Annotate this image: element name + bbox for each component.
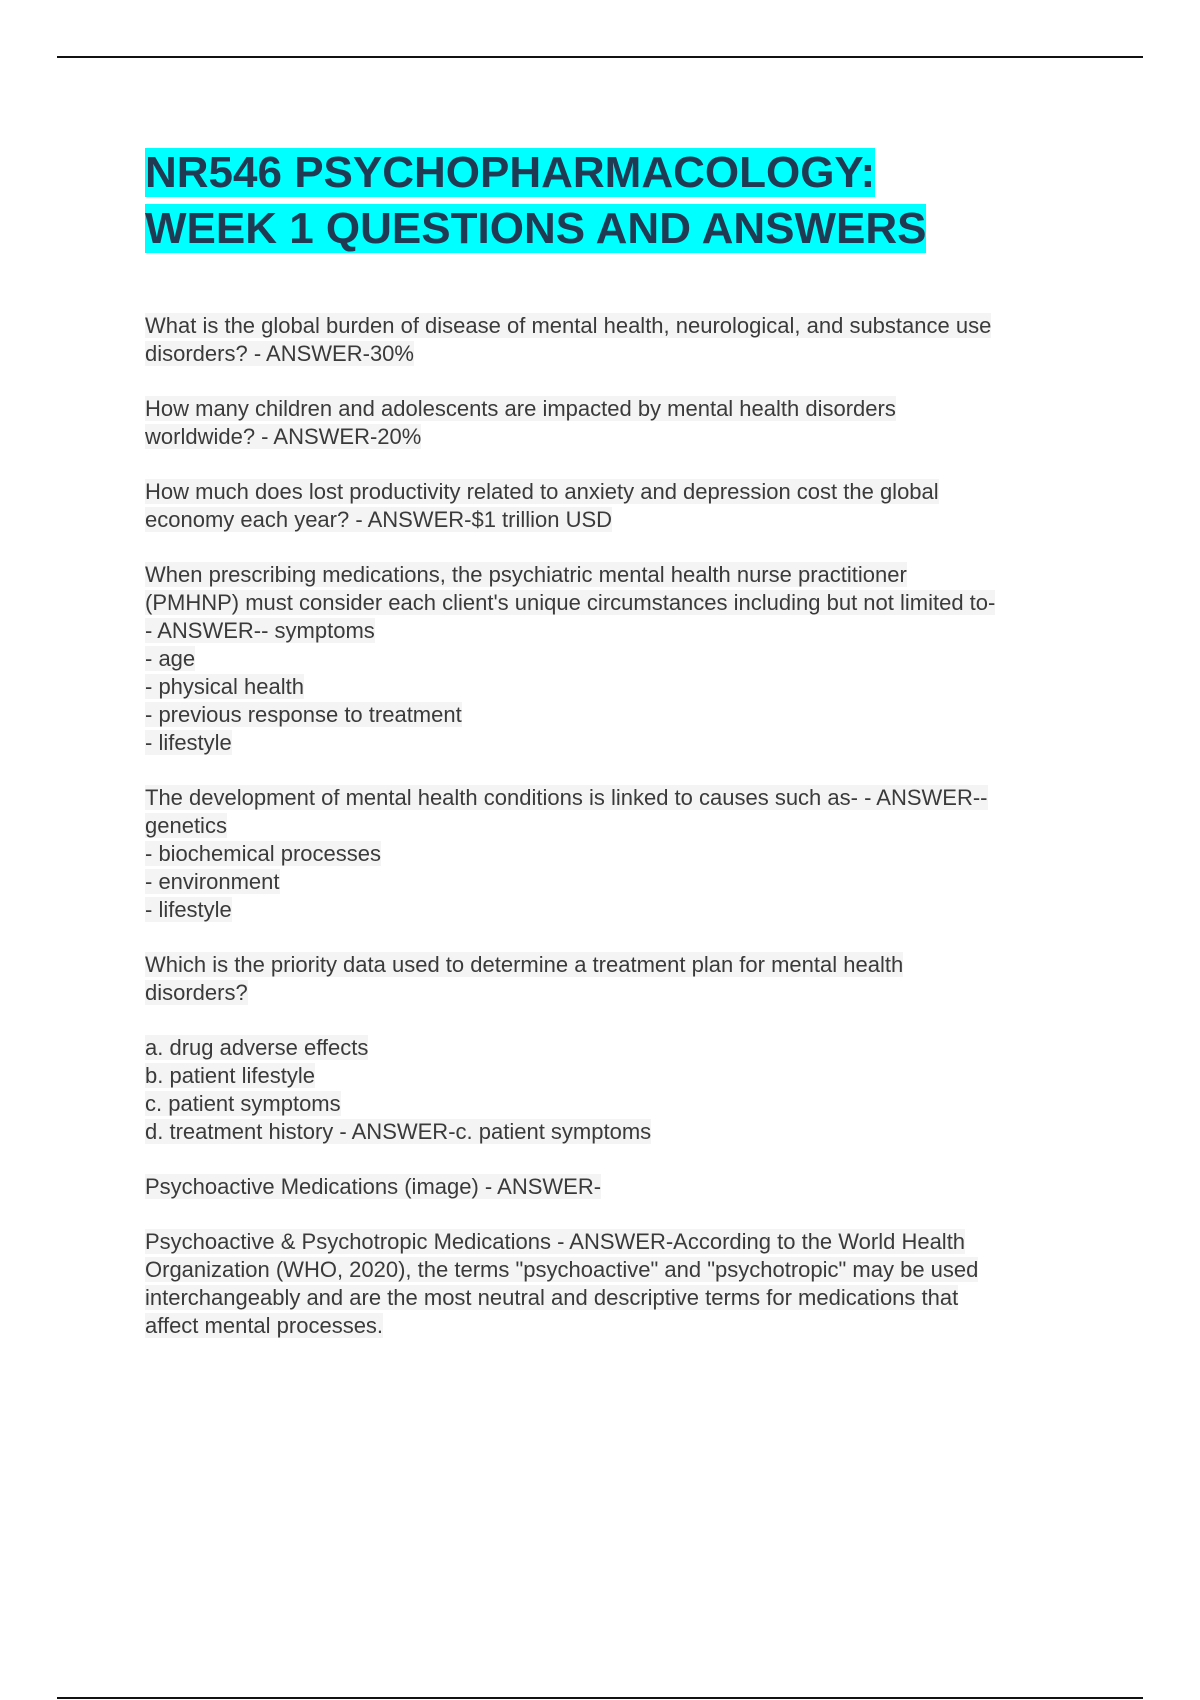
document-title bbox=[145, 145, 1085, 257]
text-line: Psychoactive Medications (image) - ANSWER- bbox=[145, 1174, 602, 1199]
text-line: affect mental processes. bbox=[145, 1313, 384, 1338]
text-line: disorders? - ANSWER-30% bbox=[145, 341, 414, 366]
qa-item bbox=[145, 1173, 1085, 1201]
text-line: worldwide? - ANSWER-20% bbox=[145, 424, 422, 449]
text-line: economy each year? - ANSWER-$1 trillion USD bbox=[145, 507, 613, 532]
text-line: d. treatment history - ANSWER-c. patient symptoms bbox=[145, 1119, 652, 1144]
qa-item bbox=[145, 561, 1085, 757]
text-line: What is the global burden of disease of mental health, neurological, and substance use bbox=[145, 313, 992, 338]
text-line: When prescribing medications, the psychiatric mental health nurse practitioner bbox=[145, 562, 907, 587]
qa-item bbox=[145, 478, 1085, 534]
text-line: interchangeably and are the most neutral and descriptive terms for medications that bbox=[145, 1285, 959, 1310]
qa-item bbox=[145, 951, 1085, 1007]
text-line: Psychoactive & Psychotropic Medications - ANSWER-According to the World Health bbox=[145, 1229, 966, 1254]
top-rule bbox=[57, 56, 1143, 58]
qa-list bbox=[145, 312, 1085, 1340]
document-body bbox=[145, 145, 1085, 1367]
text-line: a. drug adverse effects bbox=[145, 1035, 369, 1060]
qa-item bbox=[145, 395, 1085, 451]
text-line: - physical health bbox=[145, 674, 304, 699]
title-line-2: WEEK 1 QUESTIONS AND ANSWERS bbox=[145, 204, 927, 253]
text-line: How much does lost productivity related to anxiety and depression cost the global bbox=[145, 479, 939, 504]
qa-item bbox=[145, 1034, 1085, 1146]
qa-item bbox=[145, 312, 1085, 368]
text-line: - biochemical processes bbox=[145, 841, 381, 866]
text-line: - ANSWER-- symptoms bbox=[145, 618, 375, 643]
text-line: (PMHNP) must consider each client's unique circumstances including but not limited to- bbox=[145, 590, 996, 615]
title-line-1: NR546 PSYCHOPHARMACOLOGY: bbox=[145, 148, 876, 197]
text-line: genetics bbox=[145, 813, 227, 838]
text-line: - lifestyle bbox=[145, 730, 232, 755]
text-line: Organization (WHO, 2020), the terms "psychoactive" and "psychotropic" may be used bbox=[145, 1257, 979, 1282]
text-line: - previous response to treatment bbox=[145, 702, 462, 727]
bottom-rule bbox=[57, 1697, 1143, 1699]
text-line: - age bbox=[145, 646, 196, 671]
qa-item bbox=[145, 784, 1085, 924]
text-line: c. patient symptoms bbox=[145, 1091, 341, 1116]
text-line: The development of mental health conditions is linked to causes such as- - ANSWER-- bbox=[145, 785, 988, 810]
text-line: Which is the priority data used to determine a treatment plan for mental health bbox=[145, 952, 904, 977]
text-line: - environment bbox=[145, 869, 280, 894]
text-line: How many children and adolescents are impacted by mental health disorders bbox=[145, 396, 896, 421]
text-line: - lifestyle bbox=[145, 897, 232, 922]
text-line: disorders? bbox=[145, 980, 248, 1005]
qa-item bbox=[145, 1228, 1085, 1340]
text-line: b. patient lifestyle bbox=[145, 1063, 315, 1088]
